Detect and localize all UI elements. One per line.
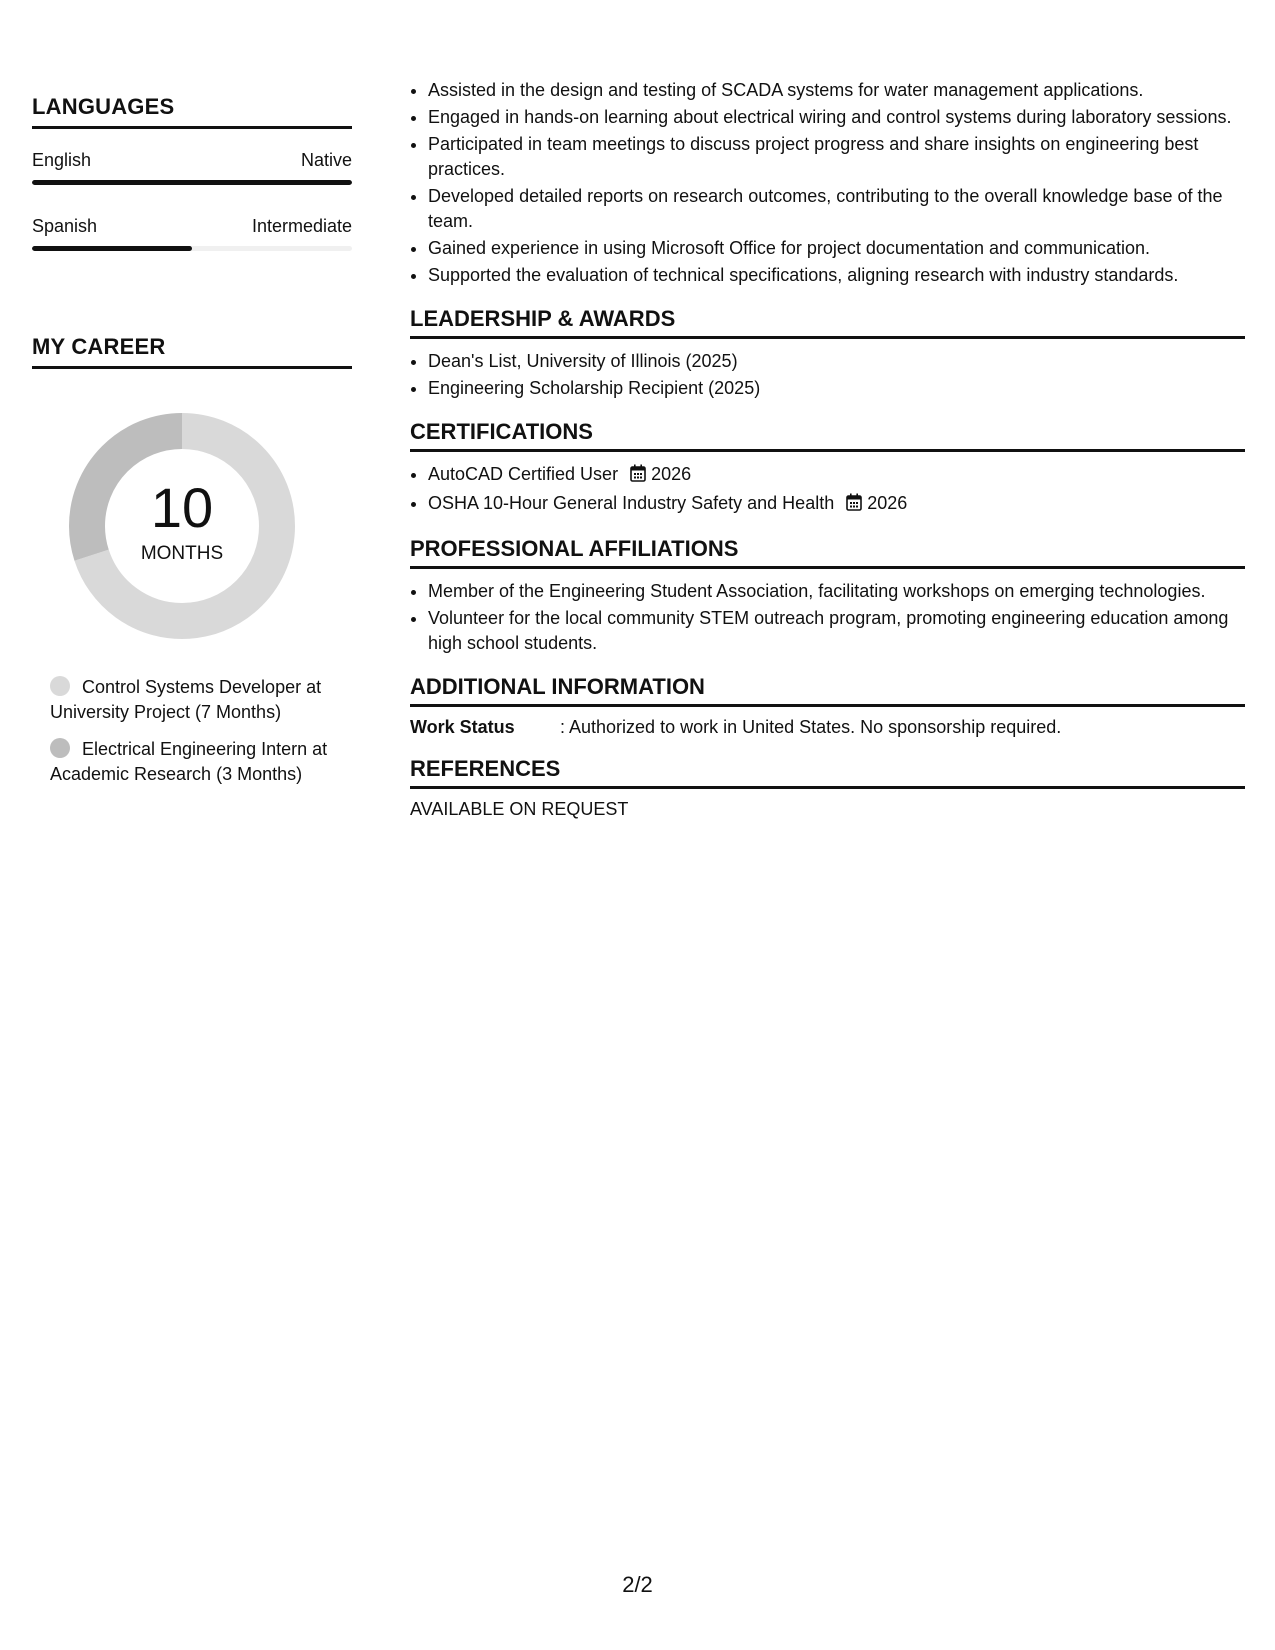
experience-bullet-list [410,78,1245,288]
leadership-heading: LEADERSHIP & AWARDS [410,306,1245,339]
language-proficiency-bar [32,246,352,251]
certification-item [428,462,1245,489]
certification-name: AutoCAD Certified User [428,464,619,484]
list-item: • Volunteer for the local community STEM outreach program, promoting engineering education among high school students. [428,606,1245,656]
list-item: • Dean's List, University of Illinois (2025) [428,349,1245,374]
career-heading: MY CAREER [32,334,352,369]
list-item: • Assisted in the design and testing of SCADA systems for water management applications. [428,78,1245,103]
career-total-value: 10 [150,476,214,539]
language-proficiency-bar [32,180,352,185]
certification-item [428,491,1245,518]
career-legend-item [50,675,335,725]
calendar-icon [846,493,862,518]
calendar-icon [630,464,646,489]
legend-dot-icon [50,738,70,758]
references-text: AVAILABLE ON REQUEST [410,799,629,819]
work-status-label: Work Status [410,717,515,737]
legend-dot-icon [50,676,70,696]
list-item: • Member of the Engineering Student Association, facilitating workshops on emerging technologies. [428,579,1245,604]
references-heading: REFERENCES [410,756,1245,789]
affiliations-heading: PROFESSIONAL AFFILIATIONS [410,536,1245,569]
language-name: Spanish [32,216,98,236]
legend-label: Control Systems Developer at University Project (7 Months) [50,677,322,722]
affiliations-list [410,579,1245,656]
right-column [410,78,1245,820]
certifications-heading: CERTIFICATIONS [410,419,1245,452]
list-item: • Engineering Scholarship Recipient (2025) [428,376,1245,401]
page-number: 2/2 [622,1572,653,1597]
additional-info-heading: ADDITIONAL INFORMATION [410,674,1245,707]
leadership-list [410,349,1245,401]
list-item: • Developed detailed reports on research outcomes, contributing to the overall knowledge base of the team. [428,184,1245,234]
career-donut-chart [66,410,298,642]
languages-heading: LANGUAGES [32,94,352,129]
certification-year: 2026 [651,464,692,484]
certification-name: OSHA 10-Hour General Industry Safety and Health [428,493,835,513]
list-item: • Gained experience in using Microsoft Office for project documentation and communication. [428,236,1245,261]
career-legend-item [50,737,335,787]
language-name: English [32,150,92,170]
career-total-unit: MONTHS [140,543,224,564]
language-row-english [32,150,352,171]
language-proficiency-fill [32,180,352,185]
list-item: • Participated in team meetings to discuss project progress and share insights on engineering best practices. [428,132,1245,182]
certification-year: 2026 [867,493,908,513]
language-level: Native [300,150,352,170]
legend-label: Electrical Engineering Intern at Academic Research (3 Months) [50,739,328,784]
list-item: • Supported the evaluation of technical specifications, aligning research with industry standards. [428,263,1245,288]
certifications-list [410,462,1245,518]
work-status-value: : Authorized to work in United States. No sponsorship required. [560,717,1062,737]
list-item: • Engaged in hands-on learning about electrical wiring and control systems during laboratory sessions. [428,105,1245,130]
language-row-spanish [32,216,352,237]
language-proficiency-fill [32,246,192,251]
language-level: Intermediate [251,216,352,236]
work-status-row [410,717,1245,738]
